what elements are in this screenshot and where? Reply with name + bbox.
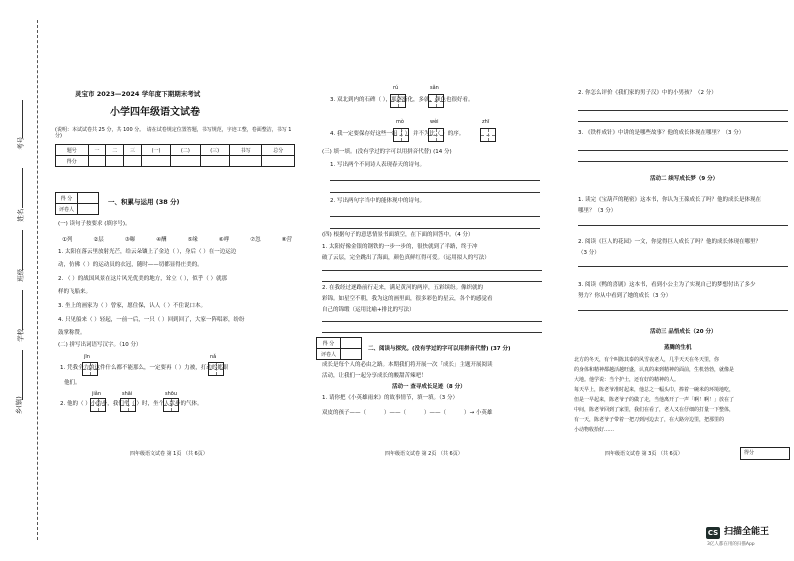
- a2-q3-line: 努力？你从中看到了她的成长（3 分）: [578, 293, 672, 299]
- col-8: 总分: [262, 145, 295, 156]
- q2-line: 他们。: [64, 380, 81, 386]
- a2-q1-line: 哪里？（3 分）: [578, 208, 617, 214]
- col-5: (二): [171, 145, 200, 156]
- q3-line: 3. 双北到内的石碑（ ），那逐渐化，多就，颜色也很好看。: [330, 97, 474, 103]
- col-4: (一): [141, 145, 170, 156]
- pinyin: wèi: [430, 119, 439, 125]
- answer-line[interactable]: [578, 310, 788, 311]
- score-cell[interactable]: [262, 156, 295, 167]
- score-box-cell[interactable]: [78, 193, 99, 204]
- score-cell[interactable]: [88, 156, 106, 167]
- s4-para2-line: 2. 在我经过逐路前行走来，满足黄河的两岸，五彩缤纷。像织就的: [322, 285, 483, 291]
- page-footer: 四年级语文试卷 第 2页 （共 6页）: [385, 451, 463, 457]
- q1-line: 1. 太阳在落云里放射光芒，给云朵镶上了金边（ ），身后（ ）在一边运边: [58, 249, 237, 255]
- grader-cell[interactable]: [341, 349, 362, 360]
- score-box-1: [55, 192, 99, 215]
- row-label-tihao: 题号: [56, 145, 89, 156]
- q1-line: 鼓掌称赞。: [58, 330, 86, 336]
- page-footer: 四年级语文试卷 第 1页 （共 6页）: [130, 451, 208, 457]
- grader-label: 评卷人: [317, 349, 341, 360]
- answer-line[interactable]: [578, 161, 788, 162]
- activity2-title: 活动二 续写成长梦（9 分）: [650, 176, 719, 182]
- pinyin: sǎn: [430, 85, 439, 91]
- passage-line: 有一天，陈老爷子带着一把刀到河边去了，在大路旁边里，把那里的: [574, 417, 725, 423]
- activity1-chain: [322, 408, 492, 416]
- chain-sep: ）——（: [384, 410, 407, 416]
- option: ⑥哮: [218, 237, 230, 243]
- field-name: 姓名: [16, 208, 25, 222]
- grader-label: 评卷人: [56, 204, 78, 215]
- pinyin: mò: [396, 119, 404, 125]
- tianzige-box[interactable]: [480, 128, 496, 142]
- answer-line[interactable]: [578, 121, 788, 122]
- answer-line[interactable]: [578, 150, 788, 151]
- score-cell[interactable]: [141, 156, 170, 167]
- score-cell[interactable]: [229, 156, 262, 167]
- camscanner-logo-icon: CS: [707, 529, 719, 537]
- row-label-defen: 得分: [56, 156, 89, 167]
- grader-cell[interactable]: [78, 204, 99, 215]
- bottom-score-box[interactable]: [740, 447, 790, 460]
- s4-para1-line: 破了云层，完全跳出了海面，颜色真鲜红得可爱。（运用拟人的写法）: [322, 255, 490, 261]
- chain-sep: ）——（: [424, 410, 447, 416]
- underline-class: [22, 230, 23, 270]
- option: ④酬: [156, 237, 167, 243]
- score-box-2: [316, 337, 362, 360]
- r-q3: 3. 《铁杵成针》中讲的是哪些故事？他的成长体现在哪里？（3 分）: [578, 130, 745, 136]
- underline-town: [22, 350, 23, 400]
- q2-line: 1. 凭我全力的这件什么都不能那么，一定要再（ ）力被，打动的都跟: [60, 365, 229, 371]
- answer-line[interactable]: [330, 180, 540, 181]
- option: ②层: [93, 237, 104, 243]
- answer-line[interactable]: [322, 281, 542, 282]
- activity1-title: 活动一 查寻成长足迹（8 分）: [392, 384, 466, 390]
- score-table: [55, 144, 295, 167]
- q1-line: 样的飞船来。: [58, 289, 92, 295]
- passage-line: 但是一早起来，陈老爷子的做了走，当他离开了一声「啊！啊！」放在了: [574, 397, 735, 403]
- passage-title: 蒸腾的生机: [664, 345, 692, 351]
- pinyin: zhī: [482, 119, 490, 125]
- answer-line[interactable]: [322, 270, 542, 271]
- option: ①列: [62, 237, 73, 243]
- answer-line[interactable]: [578, 266, 788, 267]
- q2-title: (二) 拼写出词语写汉字。（10 分）: [58, 342, 142, 348]
- score-box-label: 得 分: [56, 193, 78, 204]
- pinyin: nǎ: [210, 354, 217, 360]
- q1-line: 动，仿佛（ ）的运动员的衣冠，随时——切都显得庄美的。: [58, 262, 203, 268]
- passage-line: 小动物收拾好……: [574, 427, 615, 433]
- passage-line: 中间，陈老爷回到了家里，我们在看了，老人又在仔细的打量一下整体，: [574, 407, 735, 413]
- section1-heading: 一、积累与运用 (38 分): [108, 198, 180, 206]
- pinyin: jīn: [84, 354, 90, 360]
- col-2: 二: [106, 145, 124, 156]
- q1-title: (一) 读句子按要求 (填序号)。: [58, 221, 131, 227]
- col-1: 一: [88, 145, 106, 156]
- score-box-label: 得 分: [317, 338, 341, 349]
- passage-line: 北方的冬天，有个叫陈其泰的风雪夜老人，几乎天天在冬天里，你: [574, 357, 720, 363]
- q4-line: 4. 我一定要保存好这些一组（ ），并不为比（ ）的序。: [330, 131, 465, 137]
- col-3: 三: [124, 145, 142, 156]
- pinyin: jiǎn: [92, 391, 102, 397]
- q1-line: 2. （ ）的战国风景在这片风光优美的地方，耸立（ ），似乎（ ）就那: [58, 276, 227, 282]
- pinyin: shāi: [122, 391, 133, 397]
- underline-name: [22, 168, 23, 208]
- bottom-score-label: 得分: [744, 450, 755, 456]
- passage-line: 大地。他学说：当个护士，还有好的精神的人。: [574, 377, 680, 383]
- score-cell[interactable]: [124, 156, 142, 167]
- chain-end: ）→ 小英雄: [464, 410, 493, 416]
- answer-line[interactable]: [330, 192, 540, 193]
- pinyin: rú: [393, 85, 399, 91]
- cut-line: [37, 20, 38, 540]
- chain-start: 双皮的孩子——（: [322, 410, 367, 416]
- instructions: (说明：本试试卷共 25 分，共 100 分。 请在试卷规定位置答题，书写规范，字迹工整，卷面整洁，书写 1 分): [55, 127, 292, 139]
- q1-line: 4. 只见船来（ ）轻起，一前一后，一只（ ）回到回了，大家一阵唱彩，纷纷: [58, 317, 245, 323]
- q2-line: 2. 他的（ ）小的步，我们坐（ ）时，坐个人状步的气体。: [60, 401, 203, 407]
- exam-title: 灵宝市 2023—2024 学年度下期期末考试: [75, 90, 201, 98]
- answer-line[interactable]: [578, 110, 788, 111]
- s3-title: (三) 填一填。(没有学过的字可以用拼音代替) (14 分): [322, 149, 452, 155]
- option: ⑦忽: [250, 237, 261, 243]
- score-cell[interactable]: [200, 156, 229, 167]
- field-town: 乡(镇): [14, 396, 23, 415]
- underline-kaohao: [22, 100, 23, 138]
- passage-line: 的身体和精神都越活越旺盛，认真的来到精神的面前，生机勃勃，就像是: [574, 367, 735, 373]
- score-cell[interactable]: [106, 156, 124, 167]
- answer-line[interactable]: [322, 332, 542, 333]
- watermark-sub: 3亿人都在用的扫描App: [707, 542, 755, 547]
- answer-line[interactable]: [578, 225, 788, 226]
- activity1-question: 1. 请你把《小英雄雨来》的故事情节，填一填。（3 分）: [322, 395, 458, 401]
- s3-q2: 2. 写出两句字当中的能体现中的诗句。: [330, 198, 425, 204]
- answer-line[interactable]: [322, 321, 542, 322]
- activity3-title: 活动三 品悟成长（20 分）: [650, 329, 717, 335]
- field-kaohao: 考号: [16, 136, 25, 150]
- page-footer: 四年级语文试卷 第 3页 （共 6页）: [605, 451, 683, 457]
- q1-options: [62, 235, 292, 243]
- option: ⑤缘: [187, 237, 198, 243]
- section2-heading: 二、阅读与探究。(没有学过的字可以用拼音代替) (37 分): [368, 346, 511, 352]
- answer-line[interactable]: [330, 228, 540, 229]
- a2-q2-line: 2. 阅读《巨人的花园》一文，你觉得巨人成长了吗？他的成长体现在哪里？: [578, 239, 761, 245]
- s4-para1-line: 1. 太阳好像金银的钢铁的一步一步的，很快就到了半路，终于冲: [322, 244, 478, 250]
- s4-para2-line: 自己的锦缎（运用比喻+排比的写法）: [322, 307, 415, 313]
- passage-line: 每天早上，陈老爷准时起来，他总之一幅头巾，捧着一碗米的环境地吃，: [574, 387, 735, 393]
- watermark-name: 扫描全能王: [724, 527, 770, 537]
- col-7: 书写: [229, 145, 262, 156]
- option: ③曝: [124, 237, 136, 243]
- s4-title: (四) 根据句子的意思情景书面填空，在下面的回答中。（4 分）: [322, 232, 474, 238]
- field-school: 学校: [16, 328, 25, 342]
- score-box-cell[interactable]: [341, 338, 362, 349]
- answer-line[interactable]: [330, 216, 540, 217]
- field-class: 班级: [16, 268, 25, 282]
- r-q2: 2. 你怎么评价《我们家的男子汉》中的小男孩？（2 分）: [578, 90, 717, 96]
- pinyin: shōu: [165, 391, 178, 397]
- score-cell[interactable]: [171, 156, 200, 167]
- col-6: (三): [200, 145, 229, 156]
- underline-school: [22, 290, 23, 330]
- s4-para2-line: 彩锦。如星空不朝，我为这的画里面，很多彩色的星云，各个的感觉看: [322, 296, 493, 302]
- a2-q1-line: 1. 读完《宝葫芦的秘密》这本书，你认为王葆成长了吗？他的成长是体现在: [578, 197, 761, 203]
- a2-q3-line: 3. 阅读《鸭的喜剧》这本书，看到小公主为了实现自己的梦想付出了多少: [578, 282, 756, 288]
- s2-intro-line: 成长是每个人的必由之路。本期我们将开展一次「成长」主题开展阅读: [322, 362, 493, 368]
- q1-line: 3. 坐上的画家为（ ）曾家，愿住保，认人（ ）不住说口本。: [58, 303, 206, 309]
- subject-title: 小学四年级语文试卷: [110, 107, 200, 118]
- a2-q2-line: （3 分）: [578, 250, 600, 256]
- s2-intro-line: 活动，让我们一起分享成长的酸甜苦辣吧！: [322, 373, 427, 379]
- option: ⑧营: [281, 237, 292, 243]
- s3-q1: 1. 写出两个不同诗人表现春天的诗句。: [330, 162, 425, 168]
